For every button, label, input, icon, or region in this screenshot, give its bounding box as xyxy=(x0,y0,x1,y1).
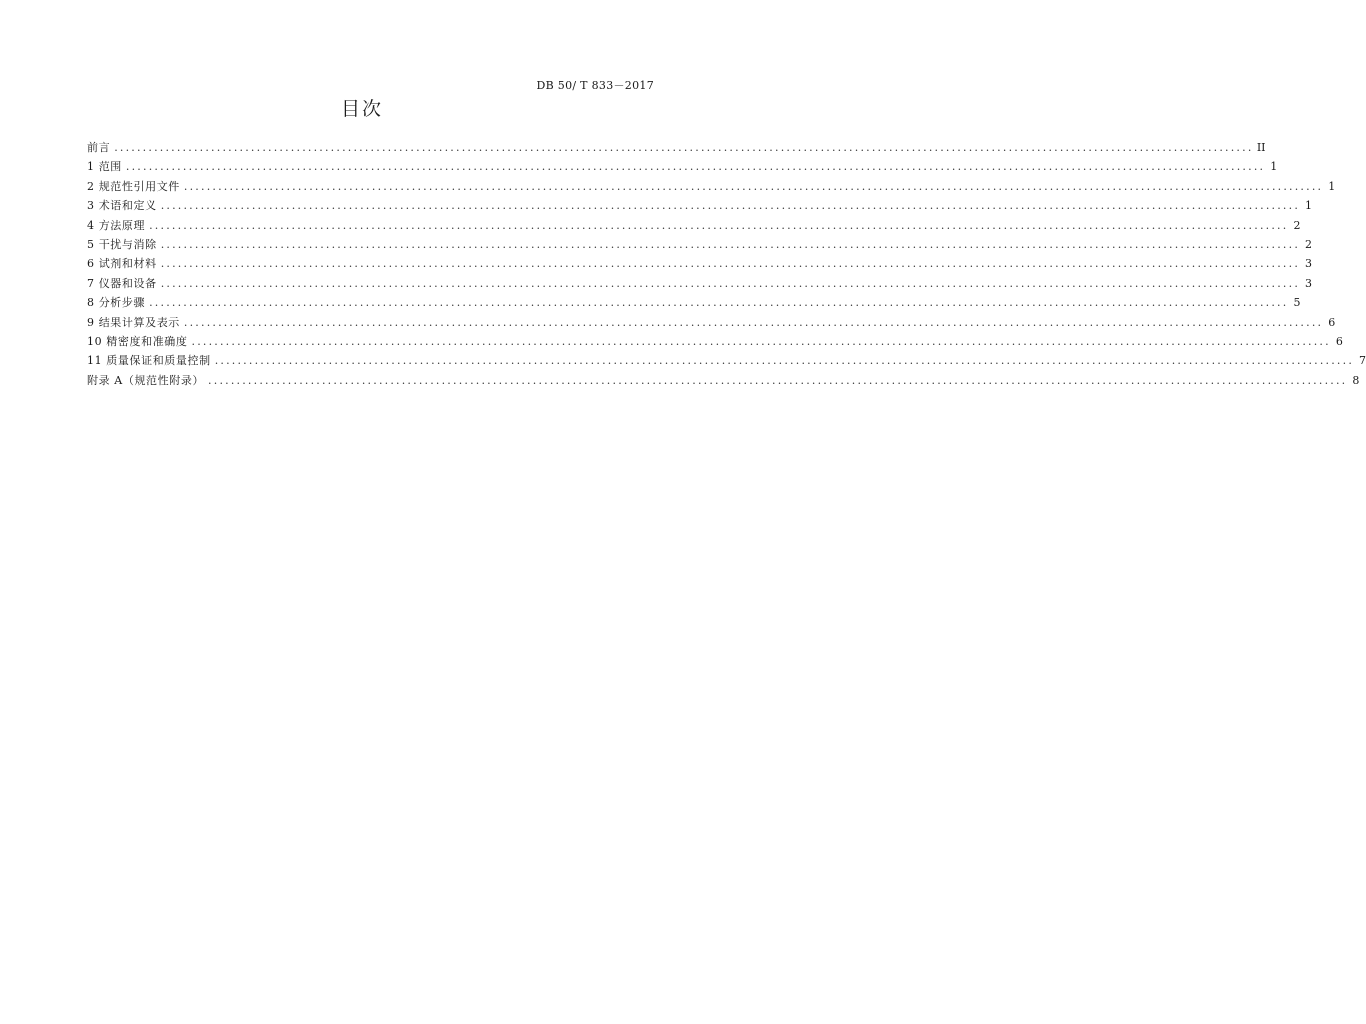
toc-entry-label: 2 规范性引用文件 xyxy=(87,179,180,193)
toc-title: 目次 xyxy=(340,98,383,120)
toc-dot-leader: ........................................................................................................................................................................................................ xyxy=(183,179,1324,193)
toc-entry-page-number: 3 xyxy=(1305,276,1313,290)
document-code: DB 50/ T 833－2017 xyxy=(536,79,654,92)
toc-entry[interactable] xyxy=(87,314,1336,333)
toc-entry-page-number: 6 xyxy=(1335,334,1343,348)
toc-dot-leader: ........................................................................................................................................................................................................ xyxy=(160,257,1301,271)
toc-entry-label: 11 质量保证和质量控制 xyxy=(87,354,211,368)
toc-entry-page-number: 1 xyxy=(1328,179,1336,193)
toc-entry-label: 前言 xyxy=(87,141,111,154)
toc-entry-page-number: 6 xyxy=(1328,315,1336,329)
toc-dot-leader: ........................................................................................................................................................................................................ xyxy=(149,218,1289,232)
toc-entry-label: 5 干扰与消除 xyxy=(87,237,157,251)
toc-dot-leader: ........................................................................................................................................................................................................ xyxy=(208,373,1348,387)
toc-dot-leader: ........................................................................................................................................................................................................ xyxy=(160,199,1301,213)
toc-dot-leader: ........................................................................................................................................................................................................ xyxy=(114,141,1254,154)
toc-entry-label: 10 精密度和准确度 xyxy=(87,334,188,348)
toc-entry-page-number: 3 xyxy=(1305,257,1313,271)
toc-entry[interactable] xyxy=(87,294,1301,313)
toc-entry-page-number: 8 xyxy=(1352,373,1360,387)
toc-entry-label: 4 方法原理 xyxy=(87,218,146,232)
toc-entry-page-number: 2 xyxy=(1293,218,1301,232)
toc-dot-leader: ........................................................................................................................................................................................................ xyxy=(160,276,1301,290)
toc-dot-leader: ........................................................................................................................................................................................................ xyxy=(191,334,1331,348)
toc-entry[interactable] xyxy=(87,352,1366,371)
toc-dot-leader: ........................................................................................................................................................................................................ xyxy=(183,315,1324,329)
toc-dot-leader: ........................................................................................................................................................................................................ xyxy=(125,160,1266,174)
toc-entry-label: 8 分析步骤 xyxy=(87,296,146,310)
toc-entry-label: 附录 A（规范性附录） xyxy=(87,373,205,387)
toc-entry-page-number: 1 xyxy=(1305,199,1313,213)
toc-entry[interactable] xyxy=(87,255,1313,274)
toc-dot-leader: ........................................................................................................................................................................................................ xyxy=(214,354,1355,368)
toc-dot-leader: ........................................................................................................................................................................................................ xyxy=(149,296,1289,310)
toc-entry-page-number: II xyxy=(1256,141,1266,154)
toc-entry-page-number: 7 xyxy=(1359,354,1366,368)
toc-entry-page-number: 1 xyxy=(1270,160,1278,174)
toc-entry[interactable] xyxy=(87,372,1360,391)
toc-entry[interactable] xyxy=(87,275,1313,294)
toc-entry[interactable] xyxy=(87,178,1336,197)
toc-entry[interactable] xyxy=(87,236,1313,255)
toc-entry-label: 1 范围 xyxy=(87,160,122,174)
toc-entry[interactable] xyxy=(87,217,1301,236)
toc-list xyxy=(87,139,1366,391)
toc-entry-label: 6 试剂和材料 xyxy=(87,257,157,271)
toc-entry[interactable] xyxy=(87,333,1343,352)
toc-dot-leader: ........................................................................................................................................................................................................ xyxy=(160,237,1301,251)
toc-entry[interactable] xyxy=(87,197,1313,216)
toc-entry[interactable] xyxy=(87,158,1278,177)
toc-entry-page-number: 5 xyxy=(1293,296,1301,310)
toc-entry-label: 7 仪器和设备 xyxy=(87,276,157,290)
toc-entry-label: 9 结果计算及表示 xyxy=(87,315,180,329)
toc-entry-page-number: 2 xyxy=(1305,237,1313,251)
toc-entry-label: 3 术语和定义 xyxy=(87,199,157,213)
toc-entry[interactable] xyxy=(87,139,1266,158)
